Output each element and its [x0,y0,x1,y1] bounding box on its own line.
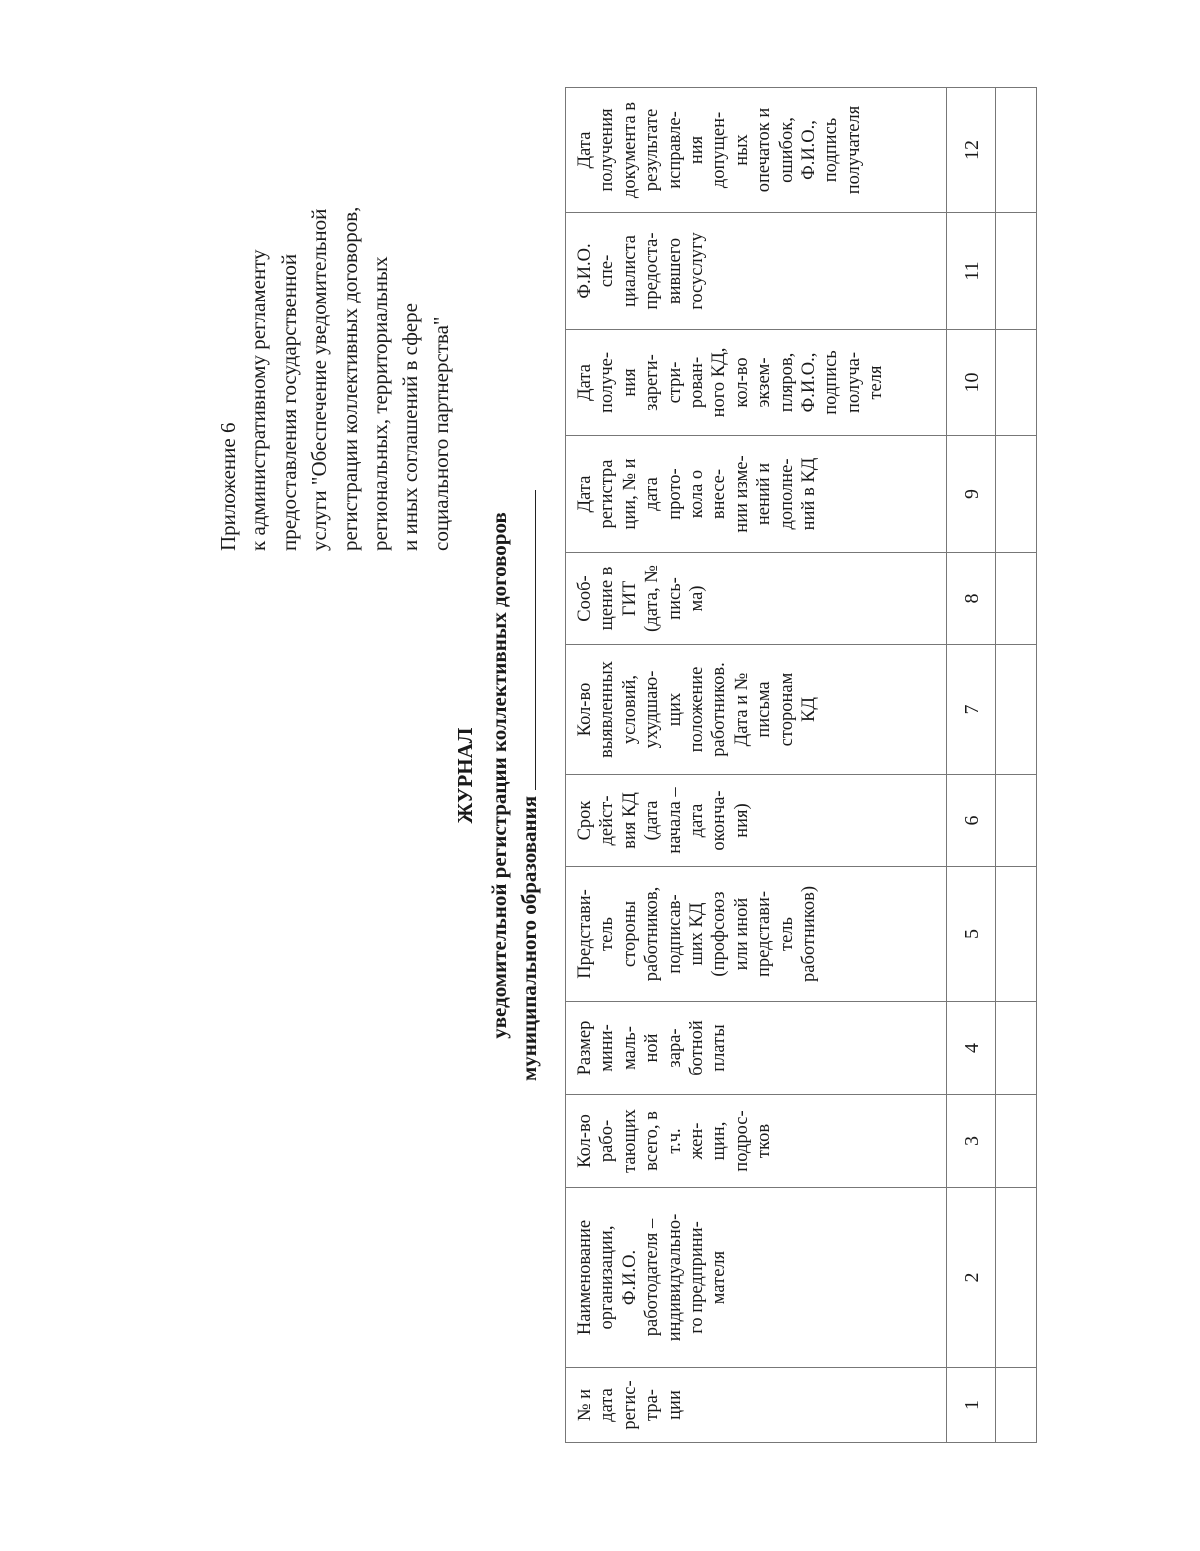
column-number: 12 [947,88,996,213]
column-number: 10 [947,330,996,436]
header-cell: № и дата регис- тра- ции [566,1368,947,1443]
header-cell: Размер мини- маль- ной зара- ботной платы [566,1002,947,1095]
appendix-line: социального партнерства" [428,316,453,551]
appendix-line: региональных, территориальных [368,256,393,551]
empty-cell [996,436,1037,553]
fill-in-blank [515,490,536,790]
appendix-note [213,31,456,551]
empty-cell [996,775,1037,867]
header-cell: Представи- тель стороны работников, подписав- ших КД (профсоюз или иной представи- тель работников) [566,867,947,1002]
table-header-row [566,88,947,1443]
header-cell: Кол-во рабо- тающих всего, в т.ч. жен- щин, подрос- тков [566,1095,947,1188]
journal-municipality-label: муниципального образования [517,795,541,1081]
journal-subtitle: уведомительной регистрации коллективных договоров [487,512,511,1039]
column-number: 2 [947,1188,996,1368]
empty-cell [996,553,1037,645]
journal-title: ЖУРНАЛ [453,727,477,824]
header-cell: Дата получе- ния зареги- стри- рован- ного КД, кол-во экзем- пляров, Ф.И.О., подпись получа- теля [566,330,947,436]
column-number: 5 [947,867,996,1002]
empty-cell [996,1095,1037,1188]
column-number: 7 [947,645,996,775]
header-cell: Срок дейст- вия КД (дата начала – дата оконча- ния) [566,775,947,867]
appendix-line: и иных соглашений в сфере [398,303,423,551]
empty-cell [996,867,1037,1002]
appendix-line: предоставления государственной [276,253,301,551]
header-cell: Кол-во выявленных условий, ухудшаю- щих положение работников. Дата и № письма сторонам КД [566,645,947,775]
empty-entry-row [996,88,1037,1443]
column-number: 3 [947,1095,996,1188]
empty-cell [996,1368,1037,1443]
registration-table [565,87,1037,1443]
journal-municipality-line [515,490,542,1081]
empty-cell [996,1002,1037,1095]
empty-cell [996,645,1037,775]
column-number: 8 [947,553,996,645]
column-number: 6 [947,775,996,867]
empty-cell [996,1188,1037,1368]
header-cell: Сооб- щение в ГИТ (дата, № пись- ма) [566,553,947,645]
header-cell: Дата регистра ции, № и дата прото- кола о внесе- нии изме- нений и дополне- ний в КД [566,436,947,553]
column-number: 1 [947,1368,996,1443]
header-cell: Наименование организации, Ф.И.О. работодателя – индивидуально- го предприни- мателя [566,1188,947,1368]
empty-cell [996,330,1037,436]
column-number: 4 [947,1002,996,1095]
empty-cell [996,213,1037,330]
appendix-line: к административному регламенту [246,249,271,551]
header-cell: Дата получения документа в результате исправле- ния допущен- ных опечаток и ошибок, Ф.И.О., подпись получателя [566,88,947,213]
column-number: 9 [947,436,996,553]
header-cell: Ф.И.О. спе- циалиста предоста- вившего госуслугу [566,213,947,330]
empty-cell [996,88,1037,213]
column-number: 11 [947,213,996,330]
column-number-row [947,88,996,1443]
appendix-line: услуги "Обеспечение уведомительной [307,208,332,551]
appendix-line: регистрации коллективных договоров, [337,206,362,551]
appendix-line: Приложение 6 [216,422,240,551]
